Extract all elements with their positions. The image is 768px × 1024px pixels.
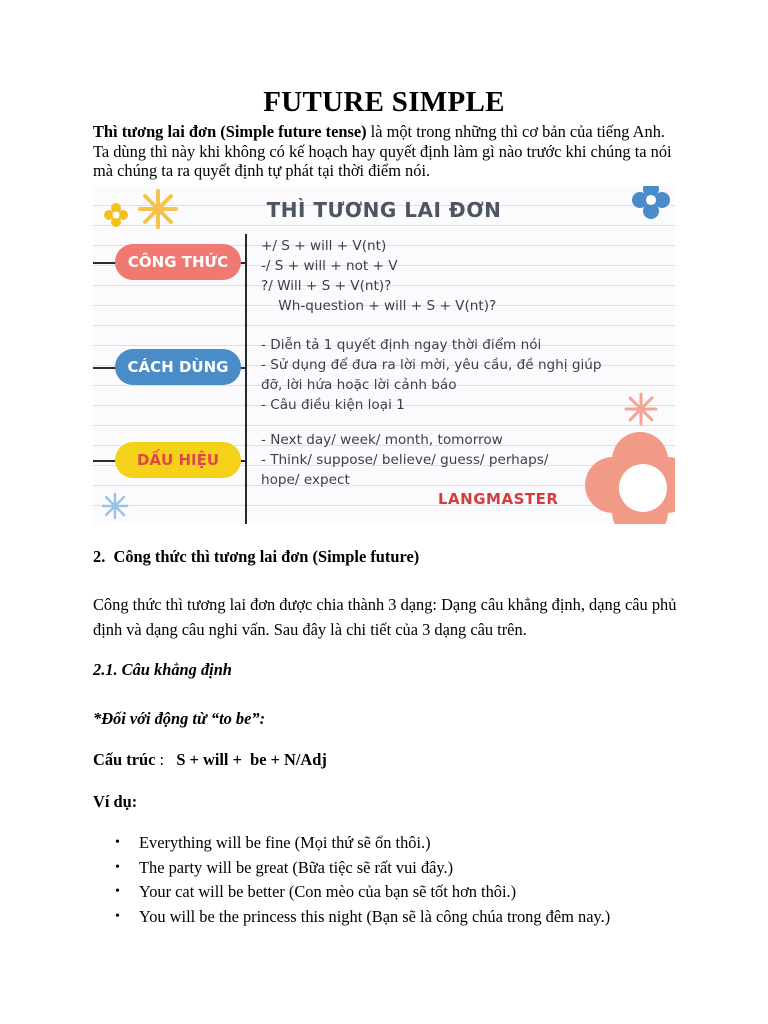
signs-line: - Think/ suppose/ believe/ guess/ perhaps/ [261, 452, 549, 468]
flower-icon [585, 430, 675, 524]
list-item: • The party will be great (Bữa tiệc sẽ rất vui đây.) [115, 856, 610, 881]
sparkle-icon [623, 391, 659, 427]
sparkle-icon [101, 492, 129, 520]
section-paragraph: Công thức thì tương lai đơn được chia thành 3 dạng: Dạng câu khẳng định, dạng câu phủ định và dạng câu nghi vấn. Sau đây là chi tiết của 3 dạng câu trên. [93, 595, 677, 639]
page-title: FUTURE SIMPLE [263, 86, 505, 118]
formula-lines [261, 236, 496, 316]
brand-logo: LANGMASTER [438, 490, 559, 508]
example-list [115, 831, 610, 929]
usage-line: - Diễn tả 1 quyết định ngay thời điểm nói [261, 337, 542, 353]
structure-line [93, 750, 327, 770]
usage-badge: CÁCH DÙNG [115, 349, 241, 385]
structure-separator: : [155, 750, 177, 769]
formula-line: ?/ Will + S + V(nt)? [261, 278, 392, 294]
subsection-heading: 2.1. Câu khẳng định [93, 660, 232, 679]
intro-bold-term: Thì tương lai đơn (Simple future tense) [93, 122, 367, 141]
infographic-title: THÌ TƯƠNG LAI ĐƠN [266, 198, 502, 222]
future-simple-infographic [93, 186, 675, 524]
intro-paragraph [93, 122, 683, 181]
section-heading: 2. Công thức thì tương lai đơn (Simple future) [93, 547, 420, 566]
structure-label: Cấu trúc [93, 750, 156, 769]
formula-badge: CÔNG THỨC [115, 244, 241, 280]
usage-lines [261, 335, 602, 415]
list-item: • Everything will be fine (Mọi thứ sẽ ổn thôi.) [115, 831, 610, 856]
signs-line: - Next day/ week/ month, tomorrow [261, 432, 503, 448]
formula-line: Wh-question + will + S + V(nt)? [261, 298, 497, 314]
structure-formula: S + will + be + N/Adj [176, 750, 327, 769]
usage-line: - Sử dụng để đưa ra lời mời, yêu cầu, đề nghị giúp [261, 357, 602, 373]
formula-line: +/ S + will + V(nt) [261, 238, 387, 254]
to-be-heading: *Đối với động từ “to be”: [93, 709, 266, 728]
example-label: Ví dụ: [93, 792, 138, 811]
signs-lines [261, 430, 548, 490]
signs-line: hope/ expect [261, 472, 350, 488]
signs-badge: DẤU HIỆU [115, 442, 241, 478]
usage-line: đỡ, lời hứa hoặc lời cảnh báo [261, 377, 457, 393]
formula-line: -/ S + will + not + V [261, 258, 398, 274]
usage-line: - Câu điều kiện loại 1 [261, 397, 405, 413]
list-item: • Your cat will be better (Con mèo của bạn sẽ tốt hơn thôi.) [115, 880, 610, 905]
intro-text: là một trong những thì cơ bản của tiếng Anh. Ta dùng thì này khi không có kế hoạch hay quyết định làm gì nào trước khi chúng ta nói mà chúng ta ra quyết định tự phát tại thời điểm nói. [93, 122, 672, 180]
list-item: • You will be the princess this night (Bạn sẽ là công chúa trong đêm nay.) [115, 905, 610, 930]
timeline-line [245, 234, 247, 524]
